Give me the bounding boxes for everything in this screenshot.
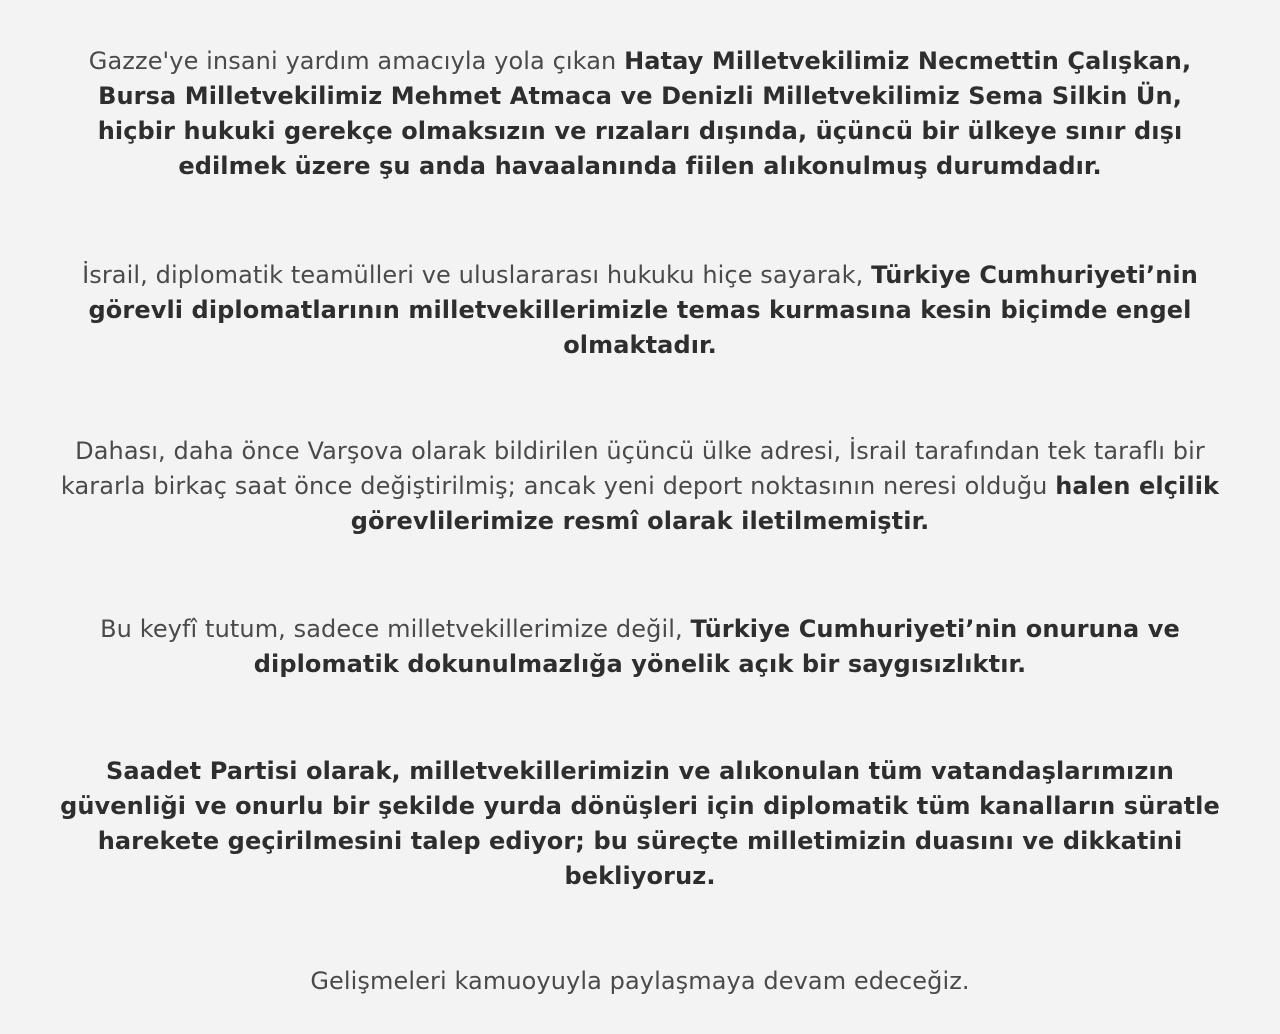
paragraph-deport-address (60, 434, 1220, 539)
paragraph-demand (60, 754, 1220, 894)
paragraph-emphasis-text: Saadet Partisi olarak, milletvekillerimizin ve alıkonulan tüm vatandaşlarımızın güvenliği ve onurlu bir şekilde yurda dönüşleri için diplomatik tüm kanalların süratle harekete geçirilmesini talep ediyor; bu süreçte milletimizin duasını ve dikkatini bekliyoruz. (60, 757, 1220, 890)
paragraph-intro-text: Gelişmeleri kamuoyuyla paylaşmaya devam edeceğiz. (310, 967, 970, 995)
paragraph-intro-text: Dahası, daha önce Varşova olarak bildirilen üçüncü ülke adresi, İsrail tarafından tek taraflı bir kararla birkaç saat önce değiştirilmiş; ancak yeni deport noktasının neresi olduğu (60, 437, 1205, 500)
paragraph-detention (60, 44, 1220, 184)
paragraph-intro-text: Gazze'ye insani yardım amacıyla yola çıkan (88, 47, 625, 75)
paragraph-intro-text: İsrail, diplomatik teamülleri ve uluslararası hukuku hiçe sayarak, (82, 261, 872, 289)
paragraph-emphasis-text: Türkiye Cumhuriyeti’nin onuruna ve diplomatik dokunulmazlığa yönelik açık bir saygısızlıktır. (253, 615, 1180, 678)
paragraph-disrespect (60, 612, 1220, 682)
paragraph-intro-text: Bu keyfî tutum, sadece milletvekillerimize değil, (100, 615, 691, 643)
paragraph-emphasis-text: Hatay Milletvekilimiz Necmettin Çalışkan, Bursa Milletvekilimiz Mehmet Atmaca ve Denizli Milletvekilimiz Sema Silkin Ün, hiçbir hukuki gerekçe olmaksızın ve rızaları dışında, üçüncü bir ülkeye sınır dışı edilmek üzere şu anda havaalanında fiilen alıkonulmuş durumdadır. (97, 47, 1192, 180)
paragraph-emphasis-text: halen elçilik görevlilerimize resmî olarak iletilmemiştir. (350, 472, 1220, 535)
paragraph-emphasis-text: Türkiye Cumhuriyeti’nin görevli diplomatlarının milletvekillerimizle temas kurmasına kesin biçimde engel olmaktadır. (88, 261, 1198, 359)
paragraph-diplomats (60, 258, 1220, 363)
paragraph-closing (60, 964, 1220, 999)
